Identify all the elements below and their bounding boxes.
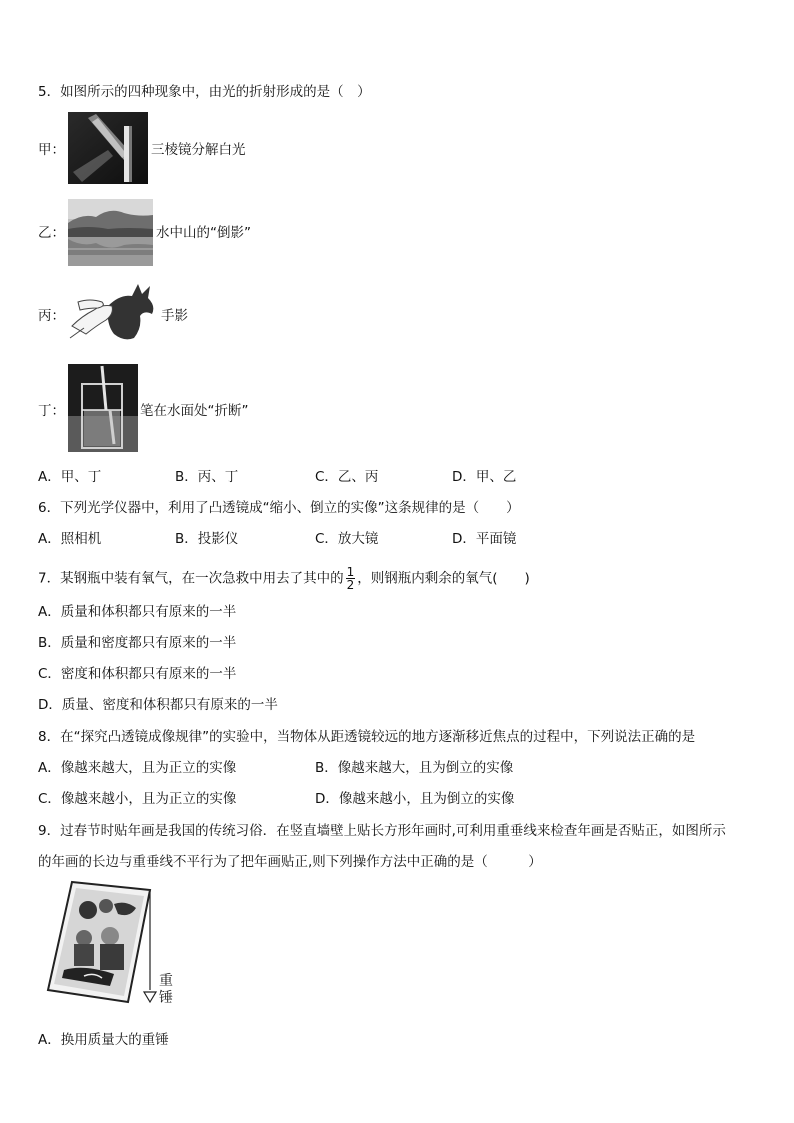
q7-fraction-denominator: 2 [346,578,355,592]
q5-caption-ding: 笔在水面处“折断” [140,403,249,419]
pencil-in-water-photo [68,364,138,452]
q6-stem: 6．下列光学仪器中，利用了凸透镜成“缩小、倒立的实像”这条规律的是（ ） [38,500,520,516]
q8-option-b: B．像越来越大，且为倒立的实像 [315,760,514,776]
q7-option-d: D．质量、密度和体积都只有原来的一半 [38,697,278,713]
mountain-reflection-photo [68,199,153,266]
q5-option-d: D．甲、乙 [452,469,517,485]
q8-option-a: A．像越来越大，且为正立的实像 [38,760,237,776]
plumb-label-zhong: 重 [159,973,173,989]
plumb-label-chui: 锤 [159,990,173,1006]
q6-option-c: C．放大镜 [315,531,379,547]
prism-photo [68,112,148,184]
q5-caption-yi: 水中山的“倒影” [156,225,251,241]
q9-stem-line-1: 9．过春节时贴年画是我国的传统习俗．在竖直墙壁上贴长方形年画时,可利用重垂线来检查年画是否贴正，如图所示 [38,823,726,839]
q7-fraction [346,566,356,591]
q5-item-label-ding: 丁： [38,403,65,419]
q7-option-a: A．质量和体积都只有原来的一半 [38,604,237,620]
q5-item-label-bing: 丙： [38,308,65,324]
q6-option-b: B．投影仪 [175,531,239,547]
q9-option-a: A．换用质量大的重锤 [38,1032,169,1048]
q5-caption-bing: 手影 [161,308,188,324]
q9-stem-line-2: 的年画的长边与重垂线不平行为了把年画贴正,则下列操作方法中正确的是（ ） [38,854,542,870]
q7-option-c: C．密度和体积都只有原来的一半 [38,666,237,682]
hand-shadow-picture [68,280,158,345]
q7-option-b: B．质量和密度都只有原来的一半 [38,635,237,651]
q5-caption-jia: 三棱镜分解白光 [151,142,246,158]
q5-option-b: B．丙、丁 [175,469,239,485]
q6-option-d: D．平面镜 [452,531,517,547]
q8-option-c: C．像越来越小，且为正立的实像 [38,791,237,807]
q5-option-c: C．乙、丙 [315,469,379,485]
q5-option-a: A．甲、丁 [38,469,102,485]
q5-item-label-yi: 乙： [38,225,65,241]
q8-option-d: D．像越来越小，且为倒立的实像 [315,791,515,807]
q8-stem: 8．在“探究凸透镜成像规律”的实验中，当物体从距透镜较远的地方逐渐移近焦点的过程中，下列说法正确的是 [38,729,696,745]
q5-item-label-jia: 甲： [38,142,65,158]
q7-stem-before: 7．某钢瓶中装有氧气，在一次急救中用去了其中的 [38,570,344,587]
q5-stem: 5．如图所示的四种现象中，由光的折射形成的是（ ） [38,84,371,100]
q7-stem [38,566,530,591]
q7-stem-after: ，则钢瓶内剩余的氧气( ) [357,570,530,587]
q7-fraction-numerator: 1 [346,565,355,579]
q6-option-a: A．照相机 [38,531,102,547]
